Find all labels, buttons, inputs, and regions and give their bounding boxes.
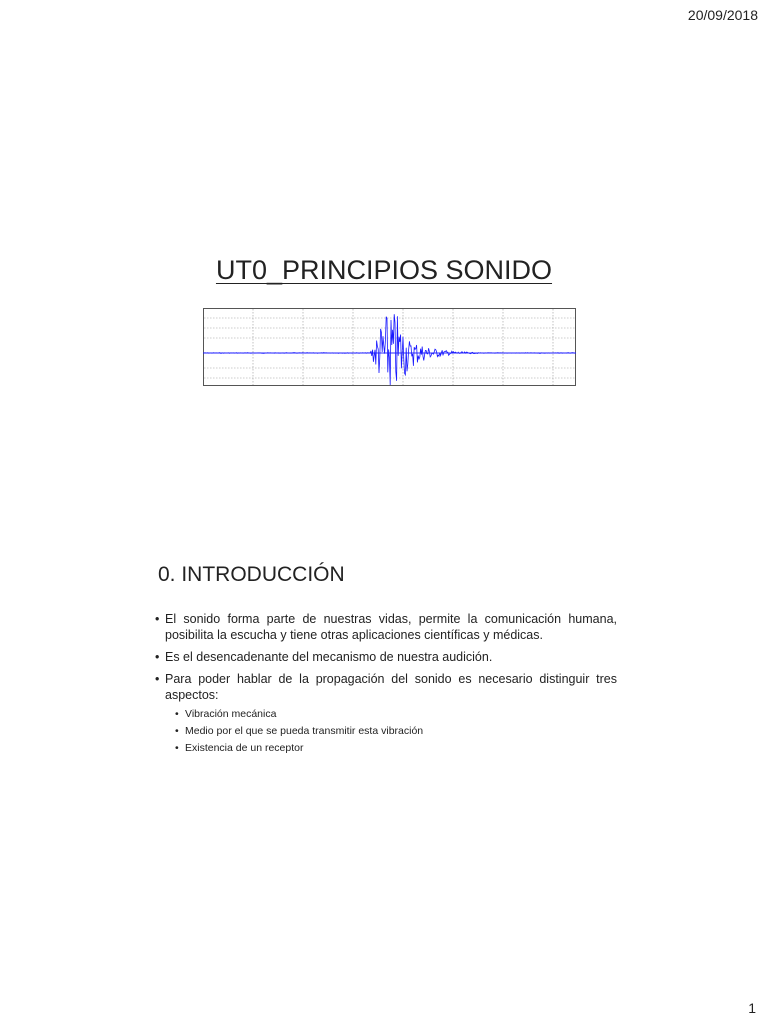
section-title: 0. INTRODUCCIÓN <box>158 563 345 586</box>
sub-bullet-item: • Vibración mecánica <box>165 706 617 723</box>
sub-bullet-item: • Medio por el que se pueda transmitir esta vibración <box>165 723 617 740</box>
bullet-item-text: Para poder hablar de la propagación del sonido es necesario distinguir tres aspectos: <box>165 672 617 702</box>
page-number: 1 <box>748 1000 756 1016</box>
slide-title-text: UT0_PRINCIPIOS SONIDO <box>215 255 553 285</box>
bullet-item: • Es el desencadenante del mecanismo de nuestra audición. <box>155 649 617 665</box>
bullet-item: • El sonido forma parte de nuestras vidas, permite la comunicación humana, posibilita la escucha y tiene otras aplicaciones científicas y médicas. <box>155 611 617 643</box>
slide-title <box>0 255 768 286</box>
bullet-list <box>155 611 617 763</box>
sub-bullet-list <box>165 706 617 757</box>
bullet-item <box>155 671 617 757</box>
page-date: 20/09/2018 <box>687 7 758 23</box>
sub-bullet-item: • Existencia de un receptor <box>165 740 617 757</box>
sound-waveform-icon <box>203 308 576 386</box>
